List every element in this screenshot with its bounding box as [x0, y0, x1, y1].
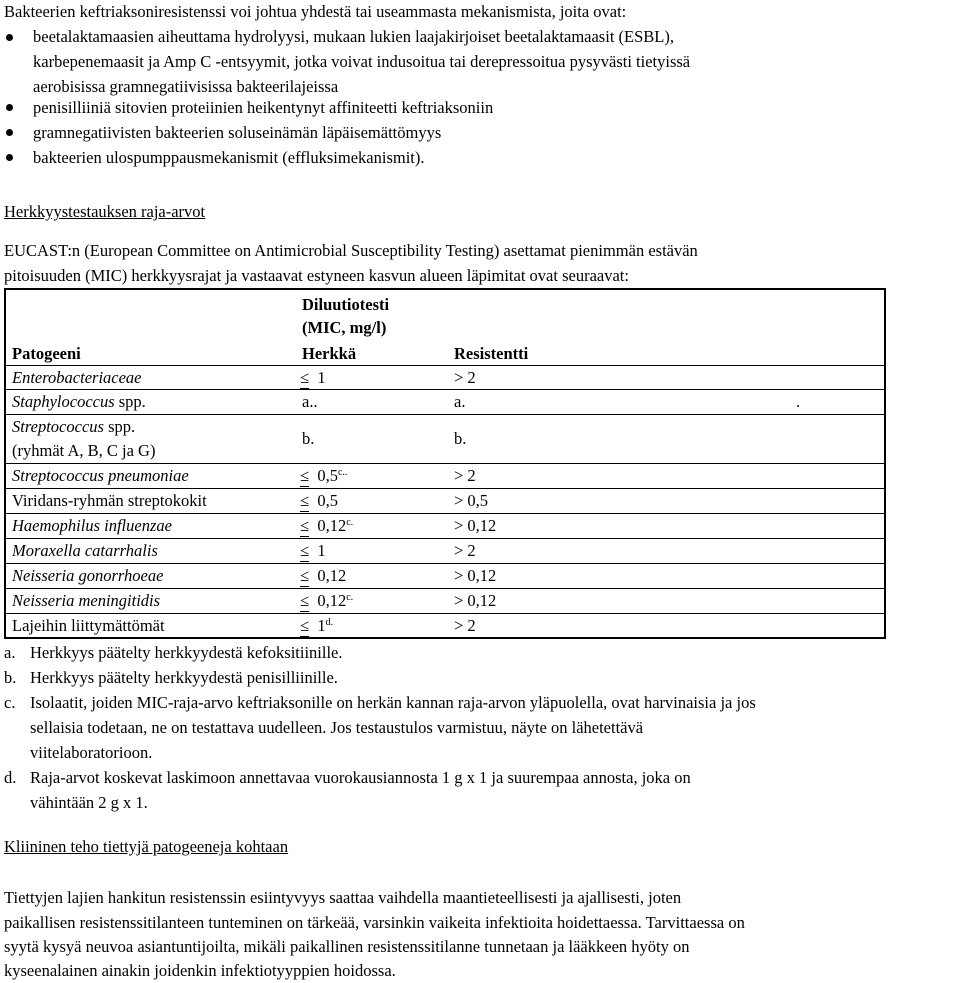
list-item: aerobisissa gramnegatiivisissa bakteerilajeissa — [33, 77, 339, 96]
table-cell-resistant: > 0,12 — [454, 566, 497, 585]
column-header-pathogen: Patogeeni — [12, 344, 81, 363]
footnote-text: Herkkyys päätelty herkkyydestä kefoksitiinille. — [30, 643, 343, 662]
bullet-icon — [6, 129, 13, 136]
table-cell-pathogen: Moraxella catarrhalis — [12, 541, 158, 560]
table-group-header: Diluutiotesti — [302, 295, 390, 314]
table-cell-pathogen: Streptococcus spp. — [12, 417, 136, 436]
footnote-text: sellaisia todetaan, ne on testattava uudelleen. Jos testaustulos varmistuu, näyte on lähetettävä — [30, 718, 644, 737]
breakpoint-table — [4, 288, 886, 639]
table-cell-sensitive: ≤ 0,12 — [300, 563, 346, 588]
paragraph-line: EUCAST:n (European Committee on Antimicrobial Susceptibility Testing) asettamat pienimmän estävän — [4, 241, 698, 260]
footnote-label: b. — [4, 668, 17, 687]
paragraph-line: paikallisen resistenssitilanteen tunteminen on tärkeää, varsinkin vaikeita infektioita hoidettaessa. Tarvittaessa on — [4, 913, 745, 932]
table-group-subheader: (MIC, mg/l) — [302, 318, 387, 337]
table-cell-resistant: > 2 — [454, 616, 476, 635]
table-cell-sensitive: a.. — [302, 392, 318, 411]
paragraph-line: Tiettyjen lajien hankitun resistenssin esiintyvyys saattaa vaihdella maantieteellisesti ja ajallisesti, joten — [4, 888, 682, 907]
paragraph-line: pitoisuuden (MIC) herkkyysrajat ja vastaavat estyneen kasvun alueen läpimitat ovat seuraavat: — [4, 266, 629, 285]
table-cell-resistant: > 2 — [454, 466, 476, 485]
table-cell-resistant: a. — [454, 392, 466, 411]
table-cell-sensitive: ≤ 1 — [300, 538, 326, 563]
table-cell-pathogen-group: (ryhmät A, B, C ja G) — [12, 441, 156, 460]
footnote-text: Herkkyys päätelty herkkyydestä penisilliinille. — [30, 668, 338, 687]
list-item: karbepenemaasit ja Amp C -entsyymit, jotka voivat indusoitua tai derepressoitua pysyvästi tietyissä — [33, 52, 691, 71]
bullet-icon — [6, 34, 13, 41]
table-cell-sensitive: ≤ $0,12^{c.}$ — [300, 588, 353, 613]
list-item: gramnegatiivisten bakteerien soluseinämän läpäisemättömyys — [33, 123, 442, 142]
list-item: bakteerien ulospumppausmekanismit (effluksimekanismit). — [33, 148, 425, 167]
section-heading-breakpoints: Herkkyystestauksen raja-arvot — [4, 202, 206, 221]
table-cell-sensitive: ≤ $0,5^{c..}$ — [300, 463, 347, 488]
paragraph-line: syytä kysyä neuvoa asiantuntijoilta, mikäli paikallinen resistenssitilanne tunnetaan ja lääkkeen hyöty on — [4, 937, 690, 956]
table-cell-sensitive: ≤ $0,12^{c.}$ — [300, 513, 353, 538]
list-item: penisilliiniä sitovien proteiinien heikentynyt affiniteetti keftriaksoniin — [33, 98, 494, 117]
table-cell-sensitive: ≤ $1^{d.}$ — [300, 613, 333, 638]
table-cell-pathogen: Lajeihin liittymättömät — [12, 616, 165, 635]
section-heading-clinical-efficacy: Kliininen teho tiettyjä patogeeneja kohtaan — [4, 837, 289, 856]
table-cell-pathogen: Neisseria meningitidis — [12, 591, 161, 610]
table-cell-sensitive: ≤ 1 — [300, 365, 326, 390]
table-cell-resistant: > 0,12 — [454, 591, 497, 610]
table-cell-pathogen: Enterobacteriaceae — [12, 368, 142, 387]
column-header-resistant: Resistentti — [454, 344, 529, 363]
table-cell-resistant: > 0,5 — [454, 491, 489, 510]
footnote-label: c. — [4, 693, 16, 712]
footnote-text: viitelaboratorioon. — [30, 743, 153, 762]
paragraph-line: kyseenalainen ainakin joidenkin infektiotyyppien hoidossa. — [4, 961, 396, 980]
list-item: beetalaktamaasien aiheuttama hydrolyysi, mukaan lukien laajakirjoiset beetalaktamaasit (ESBL), — [33, 27, 674, 46]
table-cell-pathogen: Haemophilus influenzae — [12, 516, 172, 535]
table-cell-sensitive: b. — [302, 429, 315, 448]
table-cell-resistant: > 2 — [454, 541, 476, 560]
table-cell-pathogen: Viridans-ryhmän streptokokit — [12, 491, 207, 510]
table-cell-pathogen: Streptococcus pneumoniae — [12, 466, 189, 485]
intro-text: Bakteerien keftriaksoniresistenssi voi johtua yhdestä tai useammasta mekanismista, joita ovat: — [4, 2, 627, 21]
footnote-label: d. — [4, 768, 17, 787]
footnote-text: Raja-arvot koskevat laskimoon annettavaa vuorokausiannosta 1 g x 1 ja suurempaa annosta, joka on — [30, 768, 691, 787]
table-cell-resistant: > 2 — [454, 368, 476, 387]
table-cell-resistant: > 0,12 — [454, 516, 497, 535]
footnote-text: Isolaatit, joiden MIC-raja-arvo keftriaksonille on herkän kannan raja-arvon yläpuolella, ovat harvinaisia ja jos — [30, 693, 756, 712]
table-cell-extra: . — [796, 392, 801, 411]
bullet-icon — [6, 154, 13, 161]
footnote-label: a. — [4, 643, 16, 662]
table-cell-sensitive: ≤ 0,5 — [300, 488, 338, 513]
bullet-icon — [6, 104, 13, 111]
table-cell-resistant: b. — [454, 429, 467, 448]
footnote-text: vähintään 2 g x 1. — [30, 793, 148, 812]
column-header-sensitive: Herkkä — [302, 344, 357, 363]
table-cell-pathogen: Staphylococcus spp. — [12, 392, 146, 411]
table-cell-pathogen: Neisseria gonorrhoeae — [12, 566, 164, 585]
